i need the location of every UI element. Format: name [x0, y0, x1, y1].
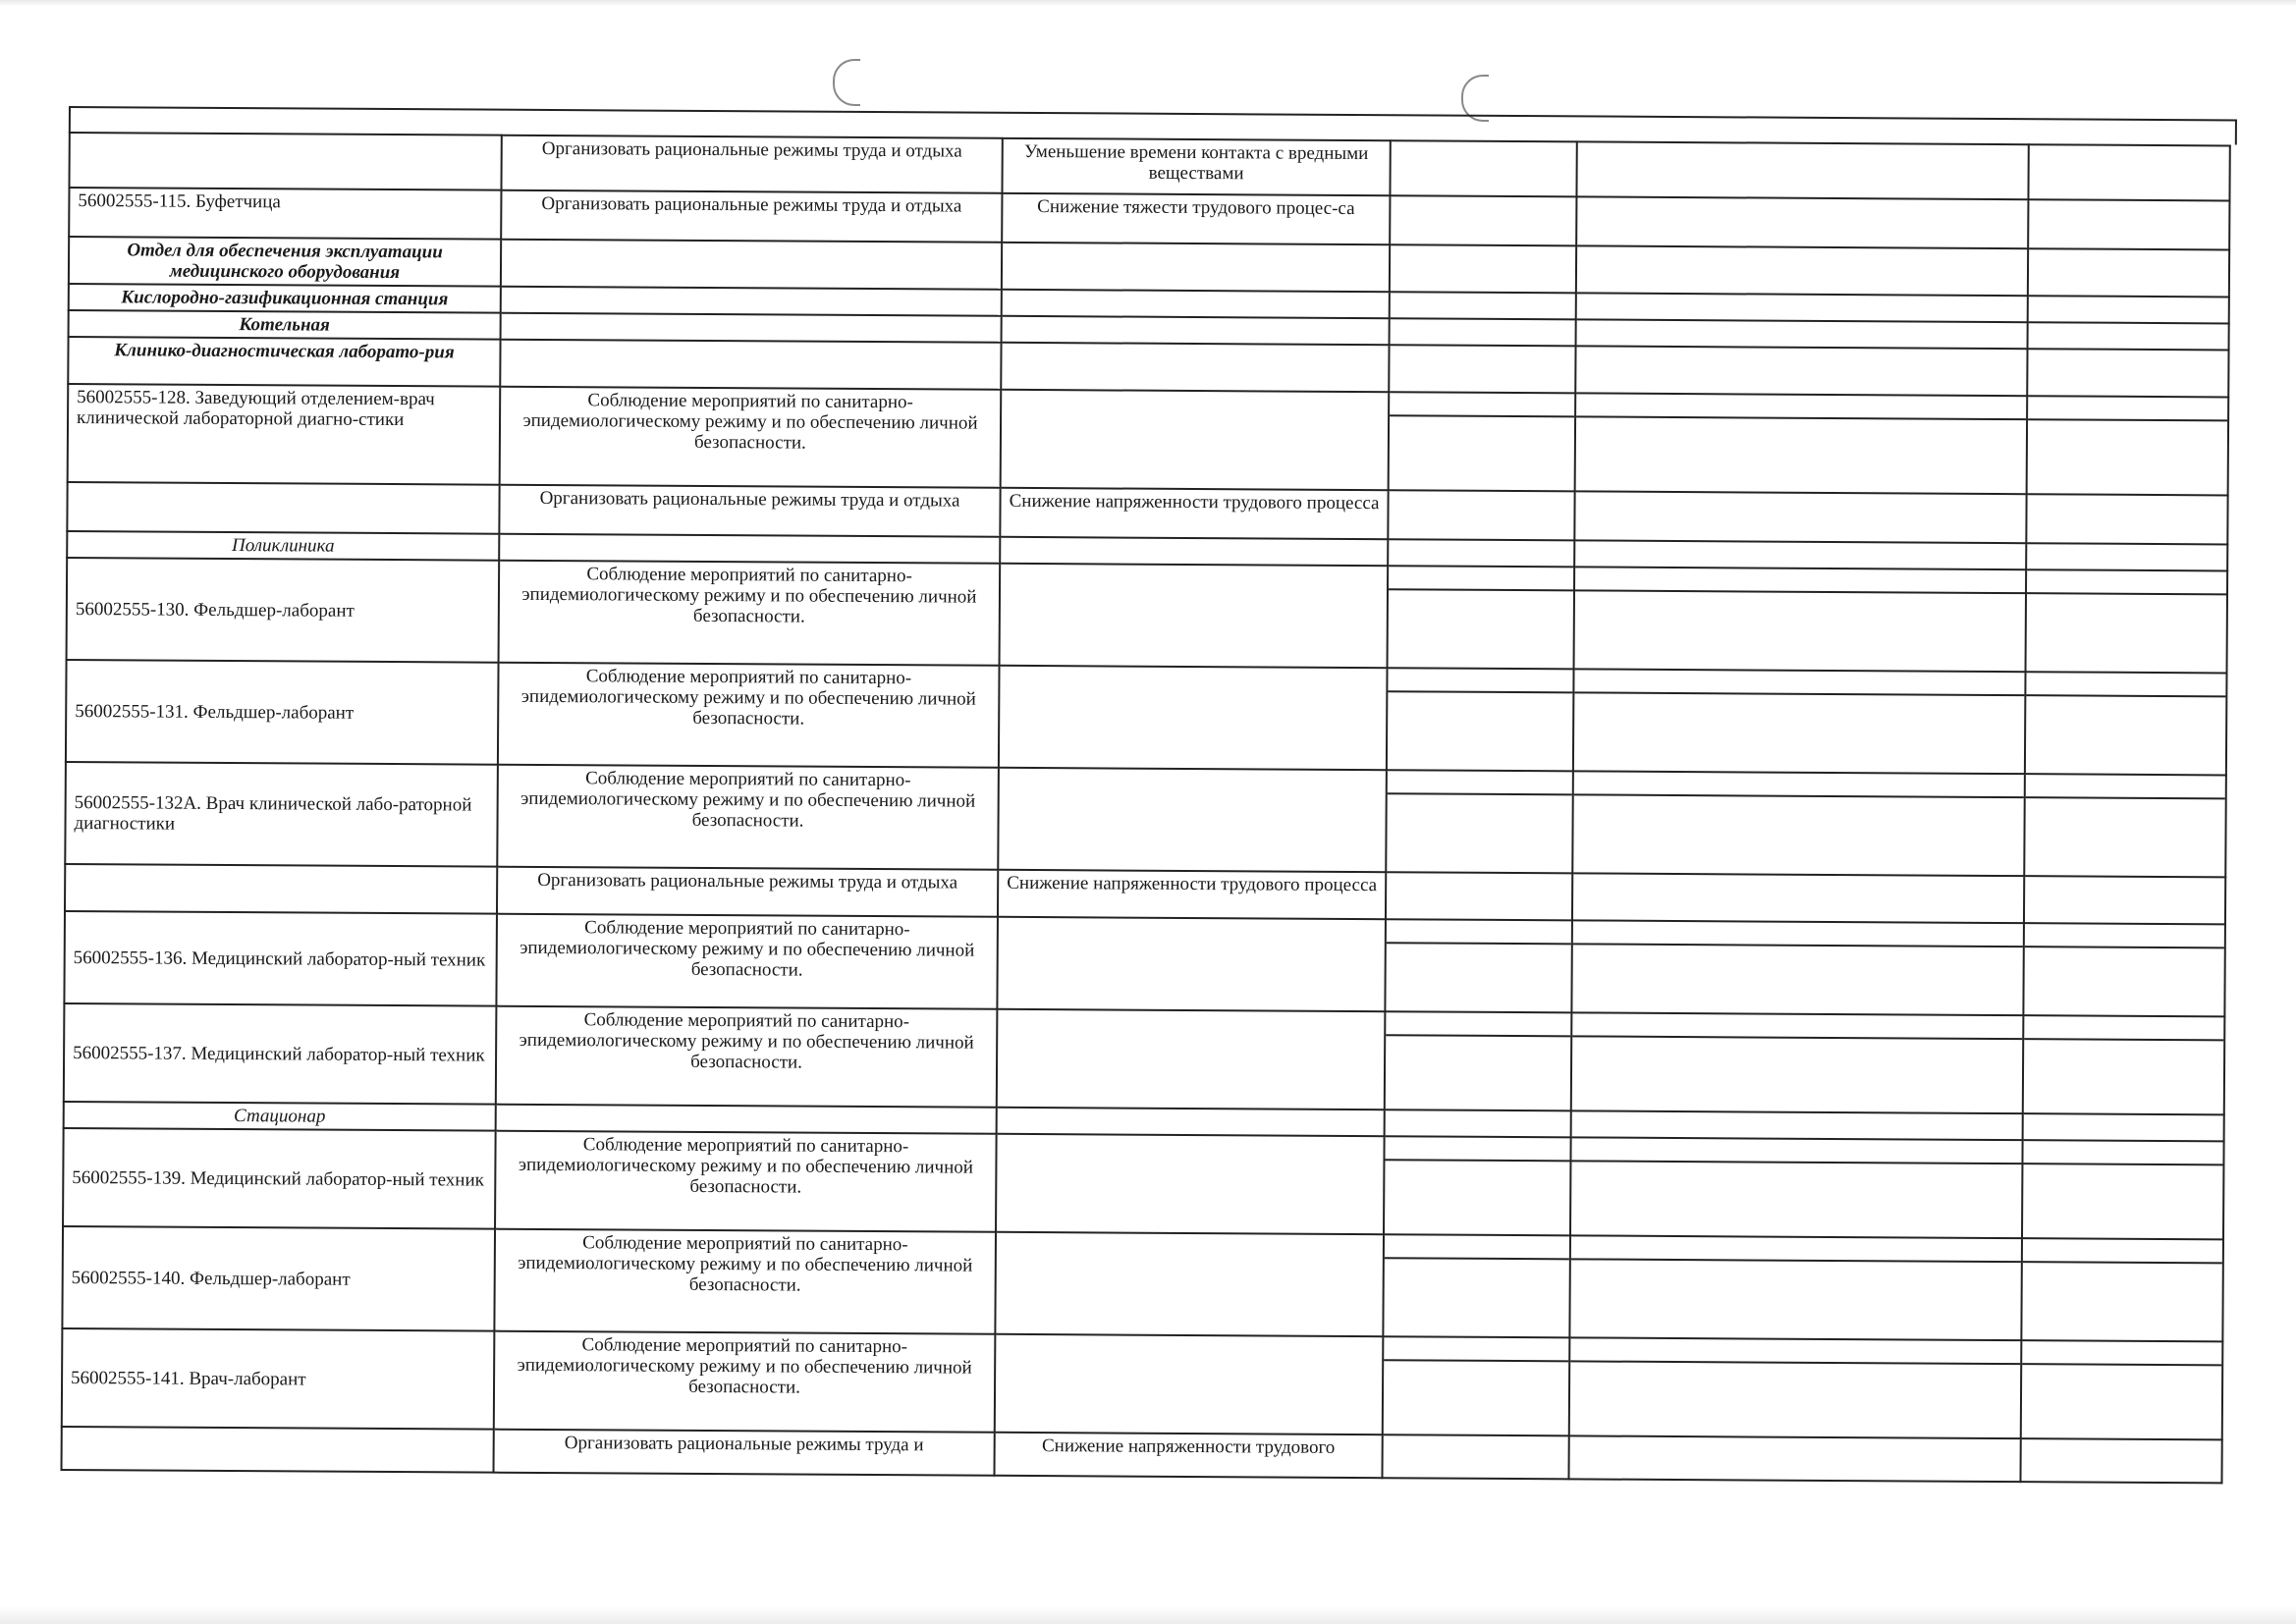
empty-cell — [1576, 196, 2028, 248]
empty-cell — [1385, 1011, 1572, 1110]
section-title: Котельная — [69, 310, 501, 340]
workplace-cell: 56002555-130. Фельдшер-лаборант — [67, 558, 500, 663]
measure-cell: Организовать рациональные режимы труда и — [494, 1430, 995, 1476]
empty-cell — [1574, 491, 2026, 543]
empty-cell — [1388, 490, 1574, 540]
empty-cell — [1572, 873, 2024, 923]
empty-cell — [1387, 668, 1574, 771]
measure-cell: Соблюдение мероприятий по санитарно-эпидемиологическому режиму и по обеспечению личной безопасности. — [496, 1006, 998, 1108]
workplace-cell: 56002555-137. Медицинский лаборатор-ный техник — [64, 1003, 497, 1105]
empty-cell — [1571, 1012, 2024, 1113]
measure-cell: Соблюдение мероприятий по санитарно-эпидемиологическому режиму и по обеспечению личной безопасности. — [494, 1229, 996, 1334]
empty-cell — [997, 1108, 1385, 1136]
empty-cell — [499, 534, 1000, 564]
document-page — [60, 106, 2229, 1552]
table-row — [62, 1328, 2223, 1439]
workplace-cell: 56002555-136. Медицинский лаборатор-ный техник — [64, 911, 497, 1006]
purpose-cell — [996, 1134, 1385, 1234]
empty-cell — [501, 240, 1002, 290]
purpose-cell — [997, 917, 1386, 1011]
empty-cell — [1576, 245, 2028, 296]
empty-cell — [2028, 248, 2229, 297]
empty-cell — [2024, 774, 2226, 877]
table-row — [67, 558, 2228, 673]
measure-cell: Организовать рациональные режимы труда и отдыха — [501, 135, 1002, 193]
empty-cell — [1390, 195, 1576, 245]
empty-cell — [1569, 1235, 2022, 1340]
measure-cell: Соблюдение мероприятий по санитарно-эпидемиологическому режиму и по обеспечению личной безопасности. — [495, 1131, 997, 1232]
empty-cell — [1385, 919, 1572, 1012]
empty-cell — [1390, 318, 1576, 346]
table-row — [62, 1226, 2223, 1341]
empty-cell — [1574, 540, 2026, 569]
empty-cell — [2026, 569, 2228, 673]
table-row — [68, 384, 2229, 495]
section-title: Клинико-диагностическая лаборато-рия — [68, 337, 500, 387]
workplace-cell — [67, 482, 499, 534]
measure-cell: Соблюдение мероприятий по санитарно-эпидемиологическому режиму и по обеспечению личной безопасности. — [498, 663, 1000, 768]
empty-cell — [1568, 1435, 2020, 1482]
empty-cell — [1389, 392, 1576, 491]
empty-cell — [1390, 140, 1576, 196]
empty-cell — [1576, 293, 2028, 322]
purpose-cell: Снижение тяжести трудового процес-са — [1002, 193, 1390, 244]
table-row — [65, 762, 2226, 877]
workplace-cell — [65, 864, 497, 914]
empty-cell — [1002, 290, 1390, 318]
empty-cell — [1002, 316, 1390, 345]
empty-cell — [1571, 920, 2024, 1015]
empty-cell — [1386, 770, 1573, 873]
empty-cell — [2027, 349, 2228, 397]
empty-cell — [2026, 494, 2227, 544]
empty-cell — [2026, 543, 2227, 570]
empty-cell — [1390, 292, 1576, 319]
purpose-cell: Уменьшение времени контакта с вредными веществами — [1002, 138, 1390, 195]
empty-cell — [501, 313, 1002, 343]
purpose-cell — [997, 1009, 1386, 1110]
measure-cell: Организовать рациональные режимы труда и отдыха — [497, 867, 998, 917]
table-row — [63, 1128, 2224, 1239]
empty-cell — [2025, 672, 2227, 775]
empty-cell — [496, 1105, 997, 1134]
measures-table — [61, 132, 2231, 1484]
empty-cell — [1573, 669, 2026, 774]
purpose-cell — [998, 768, 1387, 872]
measure-cell: Соблюдение мероприятий по санитарно-эпидемиологическому режиму и по обеспечению личной безопасности. — [499, 561, 1001, 666]
purpose-cell: Снижение напряженности трудового процесса — [998, 870, 1386, 919]
empty-cell — [2028, 144, 2229, 200]
punch-hole-mark — [833, 59, 860, 106]
empty-cell — [1389, 345, 1575, 393]
purpose-cell: Снижение напряженности трудового — [994, 1433, 1382, 1478]
workplace-cell: 56002555-141. Врач-лаборант — [62, 1328, 495, 1430]
purpose-cell — [999, 666, 1388, 770]
purpose-cell — [1000, 564, 1389, 668]
section-title: Кислородно-газификационная станция — [69, 284, 501, 313]
measure-cell: Организовать рациональные режимы труда и отдыха — [501, 190, 1002, 243]
purpose-cell: Снижение напряженности трудового процесса — [1000, 488, 1388, 539]
workplace-cell: 56002555-115. Буфетчица — [69, 188, 501, 240]
purpose-cell — [1001, 390, 1390, 490]
empty-cell — [1571, 1110, 2023, 1140]
table-row — [64, 911, 2225, 1016]
empty-cell — [1388, 566, 1575, 669]
empty-cell — [1385, 1110, 1571, 1137]
empty-cell — [1384, 1136, 1571, 1235]
empty-cell — [1576, 141, 2028, 199]
subsection-title: Поликлиника — [67, 531, 499, 561]
scan-edge-bottom — [0, 1606, 2296, 1624]
workplace-cell: 56002555-139. Медицинский лаборатор-ный техник — [63, 1128, 496, 1229]
empty-cell — [2021, 1238, 2223, 1341]
empty-cell — [1388, 539, 1574, 567]
empty-cell — [2028, 322, 2229, 350]
empty-cell — [1569, 1337, 2022, 1438]
empty-cell — [2021, 1340, 2223, 1439]
scan-edge-top — [0, 0, 2296, 6]
measure-cell: Соблюдение мероприятий по санитарно-эпидемиологическому режиму и по обеспечению личной безопасности. — [497, 765, 999, 870]
workplace-cell — [62, 1427, 494, 1473]
subsection-title: Стационар — [64, 1102, 496, 1131]
empty-cell — [2028, 199, 2229, 249]
empty-cell — [2023, 1113, 2224, 1141]
empty-cell — [2023, 1015, 2225, 1114]
empty-cell — [2020, 1438, 2221, 1483]
purpose-cell — [995, 1232, 1384, 1336]
empty-cell — [1382, 1435, 1568, 1479]
section-title: Отдел для обеспечения эксплуатации медицинского оборудования — [69, 237, 501, 287]
empty-cell — [1570, 1137, 2023, 1238]
empty-cell — [1383, 1336, 1570, 1435]
empty-cell — [1575, 346, 2027, 396]
empty-cell — [1575, 393, 2028, 494]
empty-cell — [2027, 396, 2229, 495]
workplace-cell: 56002555-140. Фельдшер-лаборант — [62, 1226, 495, 1331]
empty-cell — [501, 287, 1002, 316]
table-row — [66, 660, 2227, 775]
empty-cell — [2024, 876, 2225, 924]
empty-cell — [1001, 343, 1389, 392]
measures-table-body — [62, 133, 2230, 1483]
empty-cell — [1390, 244, 1576, 293]
empty-cell — [1572, 771, 2025, 876]
empty-cell — [1002, 243, 1390, 292]
measure-cell: Организовать рациональные режимы труда и отдыха — [499, 485, 1000, 537]
table-row — [64, 1003, 2225, 1114]
workplace-cell — [69, 133, 501, 190]
empty-cell — [1386, 872, 1572, 920]
empty-cell — [1576, 319, 2028, 349]
empty-cell — [2023, 923, 2225, 1016]
empty-cell — [1383, 1234, 1570, 1337]
measure-cell: Соблюдение мероприятий по санитарно-эпидемиологическому режиму и по обеспечению личной безопасности. — [494, 1331, 996, 1433]
workplace-cell: 56002555-128. Заведующий отделением-врач клинической лабораторной диагно-стики — [68, 384, 501, 485]
empty-cell — [1000, 537, 1388, 566]
empty-cell — [1574, 567, 2027, 672]
purpose-cell — [995, 1334, 1384, 1435]
empty-cell — [2022, 1140, 2224, 1239]
workplace-cell: 56002555-132А. Врач клинической лабо-раторной диагностики — [65, 762, 498, 867]
empty-cell — [2028, 296, 2229, 323]
measure-cell: Соблюдение мероприятий по санитарно-эпидемиологическому режиму и по обеспечению личной безопасности. — [500, 387, 1002, 488]
empty-cell — [500, 340, 1001, 390]
measure-cell: Соблюдение мероприятий по санитарно-эпидемиологическому режиму и по обеспечению личной безопасности. — [496, 914, 998, 1009]
workplace-cell: 56002555-131. Фельдшер-лаборант — [66, 660, 499, 765]
